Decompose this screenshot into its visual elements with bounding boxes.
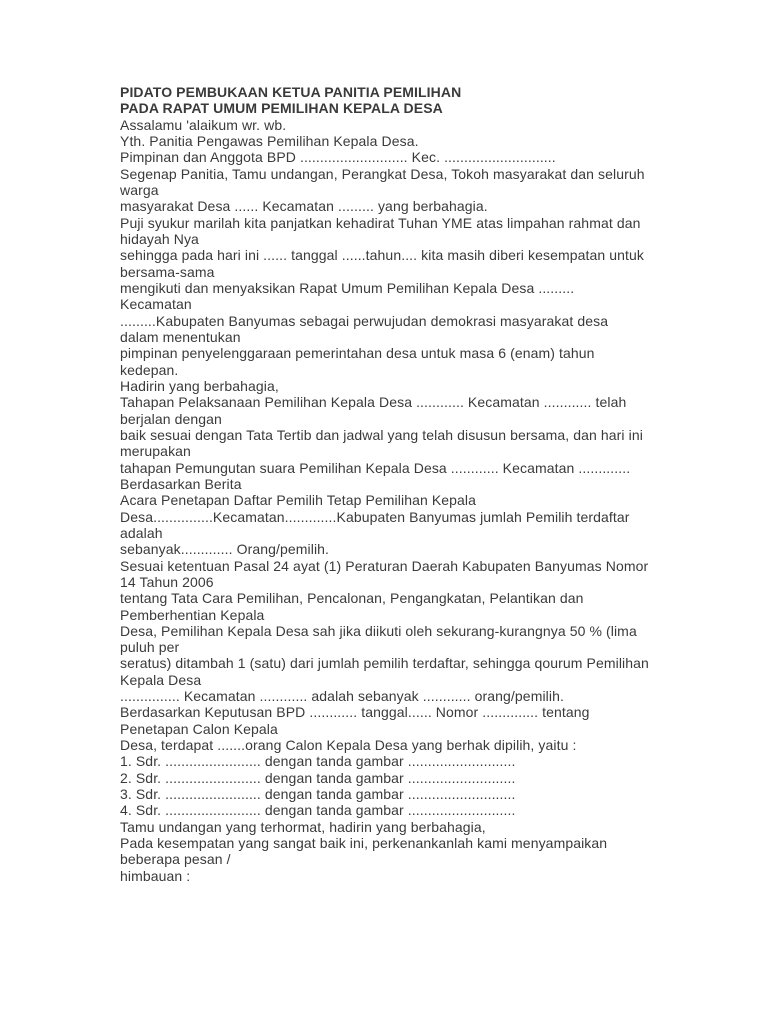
document-text-line: ............... Kecamatan ............ adalah sebanyak ............ orang/pemilih.: [120, 688, 564, 705]
document-text-line: Puji syukur marilah kita panjatkan kehadirat Tuhan YME atas limpahan rahmat dan: [120, 214, 641, 231]
document-text-line: seratus) ditambah 1 (satu) dari jumlah pemilih terdaftar, sehingga qourum Pemilihan: [120, 655, 649, 672]
document-text-block: [120, 84, 668, 884]
document-text-line: tentang Tata Cara Pemilihan, Pencalonan, Pengangkatan, Pelantikan dan: [120, 590, 584, 607]
document-text-line: Desa, Pemilihan Kepala Desa sah jika diikuti oleh sekurang-kurangnya 50 % (lima: [120, 622, 637, 639]
document-text-line: hidayah Nya: [120, 230, 199, 247]
document-text-line: 1. Sdr. ........................ dengan tanda gambar ...........................: [120, 753, 516, 770]
document-text-line: beberapa pesan /: [120, 851, 231, 868]
document-text-line: Kecamatan: [120, 296, 192, 313]
document-text-line: sebanyak............. Orang/pemilih.: [120, 541, 330, 558]
document-text-line: masyarakat Desa ...... Kecamatan ......... yang berbahagia.: [120, 198, 488, 215]
document-text-line: Berdasarkan Berita: [120, 475, 242, 492]
document-text-line: himbauan :: [120, 867, 191, 884]
document-text-line: Berdasarkan Keputusan BPD ............ tanggal...... Nomor .............. tentang: [120, 704, 590, 721]
document-text-line: Desa...............Kecamatan.............Kabupaten Banyumas jumlah Pemilih terdaftar: [120, 508, 630, 525]
document-text-line: mengikuti dan menyaksikan Rapat Umum Pemilihan Kepala Desa .........: [120, 279, 575, 296]
document-text-line: kedepan.: [120, 361, 179, 378]
document-text-line: adalah: [120, 524, 163, 541]
document-text-line: 4. Sdr. ........................ dengan tanda gambar ...........................: [120, 802, 516, 819]
document-text-line: puluh per: [120, 639, 180, 656]
document-text-line: Sesuai ketentuan Pasal 24 ayat (1) Peraturan Daerah Kabupaten Banyumas Nomor: [120, 557, 649, 574]
document-text-line: baik sesuai dengan Tata Tertib dan jadwal yang telah disusun bersama, dan hari ini: [120, 426, 643, 443]
document-text-line: Acara Penetapan Daftar Pemilih Tetap Pemilihan Kepala: [120, 492, 477, 509]
document-text-line: .........Kabupaten Banyumas sebagai perwujudan demokrasi masyarakat desa: [120, 312, 609, 329]
document-text-line: Pada kesempatan yang sangat baik ini, perkenankanlah kami menyampaikan: [120, 835, 608, 852]
document-text-line: Pimpinan dan Anggota BPD ........................... Kec. ............................: [120, 149, 556, 166]
document-text-line: 2. Sdr. ........................ dengan tanda gambar ...........................: [120, 769, 516, 786]
document-text-line: merupakan: [120, 443, 191, 460]
document-text-line: Segenap Panitia, Tamu undangan, Perangkat Desa, Tokoh masyarakat dan seluruh: [120, 165, 645, 182]
document-text-line: warga: [120, 181, 159, 198]
document-text-line: pimpinan penyelenggaraan pemerintahan desa untuk masa 6 (enam) tahun: [120, 345, 595, 362]
document-text-line: Yth. Panitia Pengawas Pemilihan Kepala Desa.: [120, 132, 419, 149]
document-text-line: Kepala Desa: [120, 671, 202, 688]
document-text-line: Penetapan Calon Kepala: [120, 720, 278, 737]
document-text-line: Tamu undangan yang terhormat, hadirin yang berbahagia,: [120, 818, 486, 835]
document-title-line: PADA RAPAT UMUM PEMILIHAN KEPALA DESA: [120, 100, 443, 117]
document-text-line: berjalan dengan: [120, 410, 222, 427]
document-text-line: dalam menentukan: [120, 328, 241, 345]
document-text-line: Tahapan Pelaksanaan Pemilihan Kepala Desa ............ Kecamatan ............ telah: [120, 394, 627, 411]
document-text-line: Assalamu 'alaikum wr. wb.: [120, 116, 287, 133]
document-text-line: 3. Sdr. ........................ dengan tanda gambar ...........................: [120, 786, 516, 803]
document-text-line: Pemberhentian Kepala: [120, 606, 265, 623]
document-text-line: sehingga pada hari ini ...... tanggal ......tahun.... kita masih diberi kesempatan untuk: [120, 247, 644, 264]
document-text-line: tahapan Pemungutan suara Pemilihan Kepala Desa ............ Kecamatan .............: [120, 459, 631, 476]
document-text-line: 14 Tahun 2006: [120, 573, 214, 590]
document-text-line: Hadirin yang berbahagia,: [120, 377, 279, 394]
document-text-line: bersama-sama: [120, 263, 215, 280]
document-text-line: Desa, terdapat .......orang Calon Kepala Desa yang berhak dipilih, yaitu :: [120, 737, 577, 754]
document-title-line: PIDATO PEMBUKAAN KETUA PANITIA PEMILIHAN: [120, 84, 462, 100]
